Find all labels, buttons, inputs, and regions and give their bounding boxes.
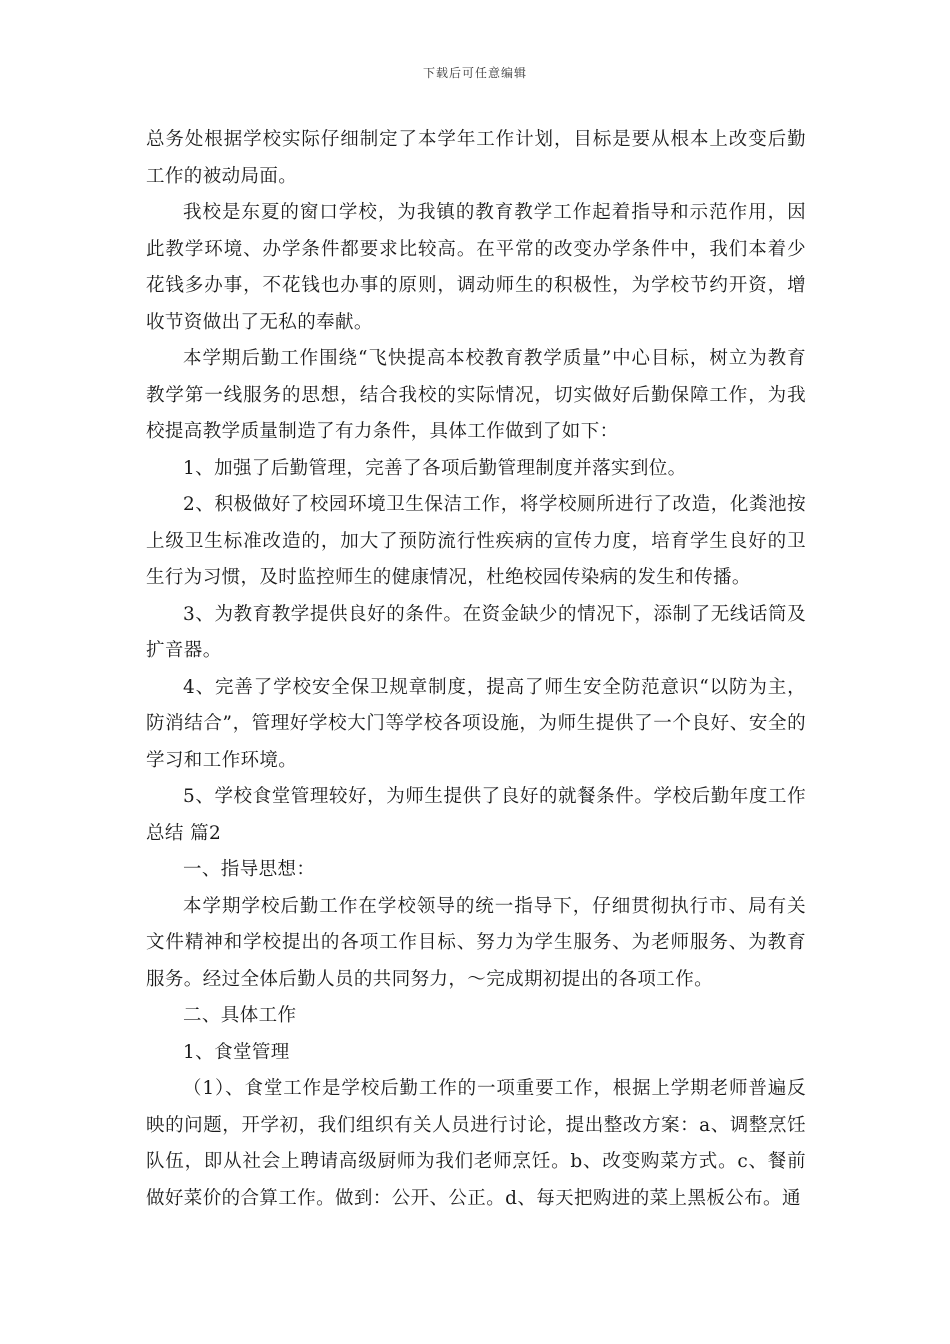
document-body [146, 122, 806, 1217]
paragraph: 我校是东夏的窗口学校，为我镇的教育教学工作起着指导和示范作用，因此教学环境、办学条件都要求比较高。在平常的改变办学条件中，我们本着少花钱多办事，不花钱也办事的原则，调动师生的积极性，为学校节约开资，增收节资做出了无私的奉献。 [146, 202, 806, 333]
section-heading: 二、具体工作 [183, 1005, 297, 1026]
paragraph: 本学期后勤工作围绕“飞快提高本校教育教学质量”中心目标，树立为教育教学第一线服务的思想，结合我校的实际情况，切实做好后勤保障工作，为我校提高教学质量制造了有力条件，具体工作做到了如下： [146, 348, 806, 442]
paragraph: 总务处根据学校实际仔细制定了本学年工作计划，目标是要从根本上改变后勤工作的被动局面。 [146, 129, 806, 187]
paragraph: 本学期学校后勤工作在学校领导的统一指导下，仔细贯彻执行市、局有关文件精神和学校提出的各项工作目标、努力为学生服务、为老师服务、为教育服务。经过全体后勤人员的共同努力，～完成期初提出的各项工作。 [146, 895, 806, 990]
paragraph: 3、为教育教学提供良好的条件。在资金缺少的情况下，添制了无线话筒及扩音器。 [146, 603, 806, 661]
paragraph: 1、加强了后勤管理，完善了各项后勤管理制度并落实到位。 [183, 457, 687, 479]
paragraph: 5、学校食堂管理较好，为师生提供了良好的就餐条件。学校后勤年度工作总结 篇2 [146, 786, 806, 844]
paragraph: （1）、食堂工作是学校后勤工作的一项重要工作，根据上学期老师普遍反映的问题，开学初，我们组织有关人员进行讨论，提出整改方案：a、调整烹饪队伍，即从社会上聘请高级厨师为我们老师烹饪。b、改变购菜方式。c、餐前做好菜价的合算工作。做到：公开、公正。d、每天把购进的菜上黑板公布。通 [146, 1078, 806, 1209]
paragraph: 2、积极做好了校园环境卫生保洁工作，将学校厕所进行了改造，化粪池按上级卫生标准改造的，加大了预防流行性疾病的宣传力度，培育学生良好的卫生行为习惯，及时监控师生的健康情况，杜绝校园传染病的发生和传播。 [146, 494, 806, 588]
header-note: 下载后可任意编辑 [422, 66, 527, 80]
paragraph: 4、完善了学校安全保卫规章制度，提高了师生安全防范意识“以防为主，防消结合”，管理好学校大门等学校各项设施，为师生提供了一个良好、安全的学习和工作环境。 [146, 676, 806, 771]
section-heading: 一、指导思想： [183, 859, 316, 880]
subsection-heading: 1、食堂管理 [183, 1041, 290, 1063]
